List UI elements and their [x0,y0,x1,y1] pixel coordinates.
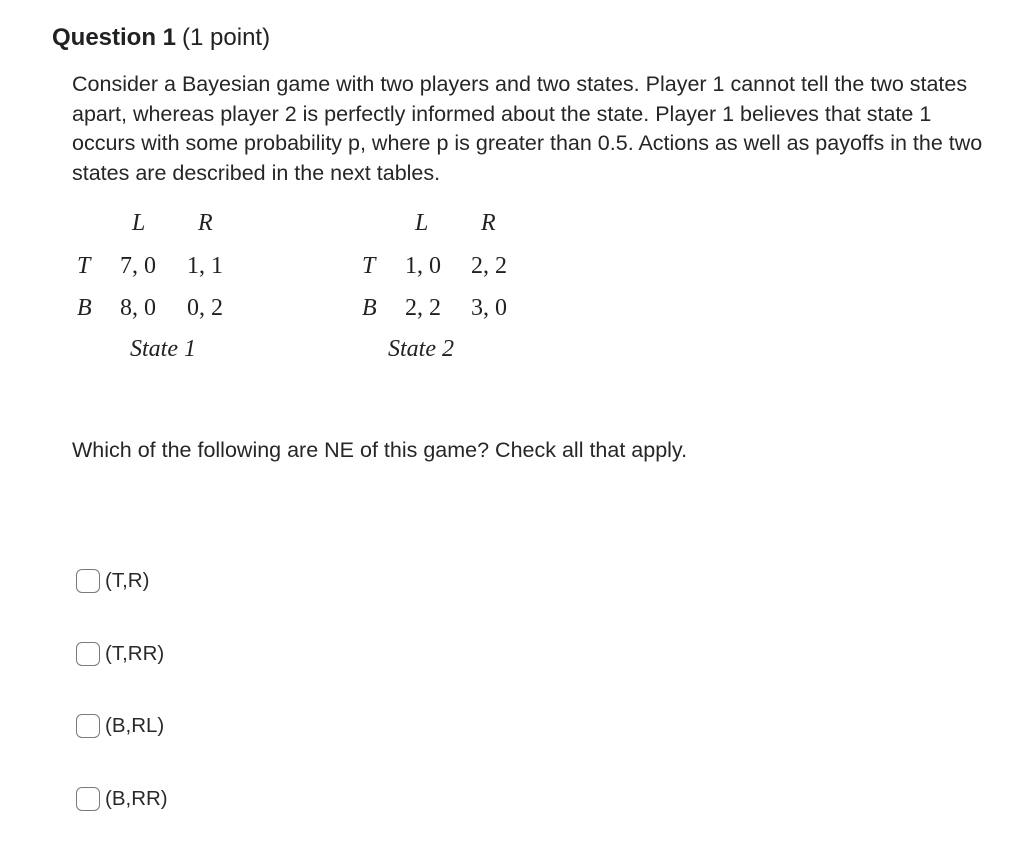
col-header-l: L [415,210,429,236]
question-points: (1 point) [182,24,271,51]
col-header-r: R [481,210,496,236]
row-label-b: B [77,295,92,321]
payoff-cell: 1, 1 [187,253,223,279]
option-label: (T,R) [105,569,150,592]
checkbox[interactable] [76,787,100,811]
row-label-t: T [362,253,376,279]
table-caption: State 1 [130,336,196,362]
col-header-l: L [132,210,146,236]
row-label-b: B [362,295,377,321]
row-label-t: T [77,253,91,279]
checkbox[interactable] [76,714,100,738]
option-b-rr[interactable] [76,782,168,816]
option-label: (T,RR) [105,642,165,665]
question-title: Question 1 [52,24,177,51]
option-t-rr[interactable] [76,637,164,671]
col-header-r: R [198,210,213,236]
payoff-cell: 8, 0 [120,295,156,321]
checkbox[interactable] [76,642,100,666]
payoff-cell: 7, 0 [120,253,156,279]
check-all-prompt: Which of the following are NE of this game? Check all that apply. [72,438,688,462]
payoff-cell: 1, 0 [405,253,441,279]
question-prompt: Consider a Bayesian game with two players and two states. Player 1 cannot tell the two states apart, whereas player 2 is perfectly informed about the state. Player 1 believes that state 1 occurs with some probability p, where p is greater than 0.5. Actions as well as payoffs in the two states are described in the next tables. [72,72,983,185]
option-b-rl[interactable] [76,709,164,743]
payoff-cell: 2, 2 [405,295,441,321]
option-t-r[interactable] [76,564,149,598]
option-label: (B,RL) [105,714,165,737]
checkbox[interactable] [76,569,100,593]
option-label: (B,RR) [105,787,168,810]
question-header [52,22,270,54]
payoff-cell: 3, 0 [471,295,507,321]
payoff-cell: 0, 2 [187,295,223,321]
payoff-cell: 2, 2 [471,253,507,279]
table-caption: State 2 [388,336,454,362]
